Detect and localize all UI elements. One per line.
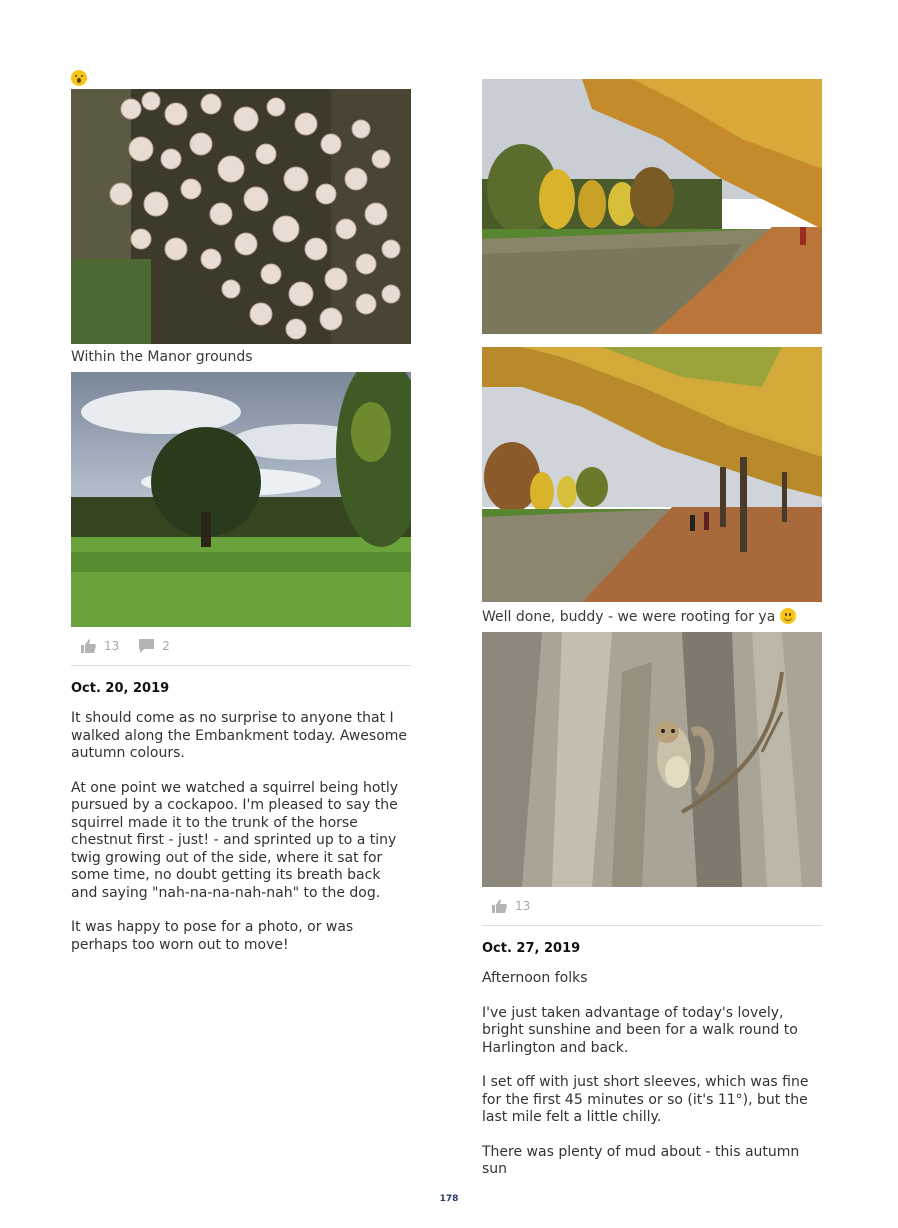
left-column <box>71 70 411 971</box>
surprised-emoji-icon <box>71 70 87 86</box>
likes-stat[interactable] <box>81 639 119 653</box>
post-stats <box>482 887 822 926</box>
mushrooms-photo[interactable] <box>71 89 411 344</box>
photo-caption-text: Well done, buddy - we were rooting for ya <box>482 609 776 625</box>
photo-caption: Within the Manor grounds <box>71 349 253 365</box>
post-stats <box>71 627 411 666</box>
post-date: Oct. 27, 2019 <box>482 941 581 956</box>
post-paragraph: There was plenty of mud about - this autumn sun <box>482 1143 800 1177</box>
post-date: Oct. 20, 2019 <box>71 681 170 696</box>
photo-caption <box>482 608 822 632</box>
likes-count: 13 <box>104 639 120 653</box>
post-paragraph: At one point we watched a squirrel being hotly pursued by a cockapoo. I'm pleased to say the squirrel made it to the trunk of the horse chestnut first - just! - and sprinted up to a tiny twig growing out of the side, where it sat for some time, no doubt getting its breath back and saying "nah-na-na-nah-nah" to the dog. <box>71 779 399 901</box>
smile-emoji-icon <box>780 608 796 624</box>
squirrel-photo[interactable] <box>482 632 822 887</box>
comment-icon <box>139 639 154 653</box>
comments-count: 2 <box>162 639 170 653</box>
post-paragraph: It was happy to pose for a photo, or was perhaps too worn out to move! <box>71 919 354 953</box>
thumbs-up-icon <box>81 639 96 653</box>
likes-stat[interactable] <box>492 899 530 913</box>
post-paragraph: I've just taken advantage of today's lovely, bright sunshine and been for a walk round to Harlington and back. <box>482 1004 798 1056</box>
embankment-path-photo[interactable] <box>482 347 822 602</box>
manor-grounds-photo[interactable] <box>71 372 411 627</box>
post-paragraph: It should come as no surprise to anyone that I walked along the Embankment today. Awesome autumn colours. <box>71 710 408 761</box>
page-number: 178 <box>439 1194 459 1204</box>
comments-stat[interactable] <box>139 639 170 653</box>
post-paragraph: Afternoon folks <box>482 970 588 986</box>
right-column <box>482 79 822 1196</box>
likes-count: 13 <box>515 899 531 913</box>
thumbs-up-icon <box>492 899 507 913</box>
post-paragraph: I set off with just short sleeves, which was fine for the first 45 minutes or so (it's 11°), but the last mile felt a little chilly. <box>482 1074 809 1125</box>
embankment-river-photo[interactable] <box>482 79 822 334</box>
